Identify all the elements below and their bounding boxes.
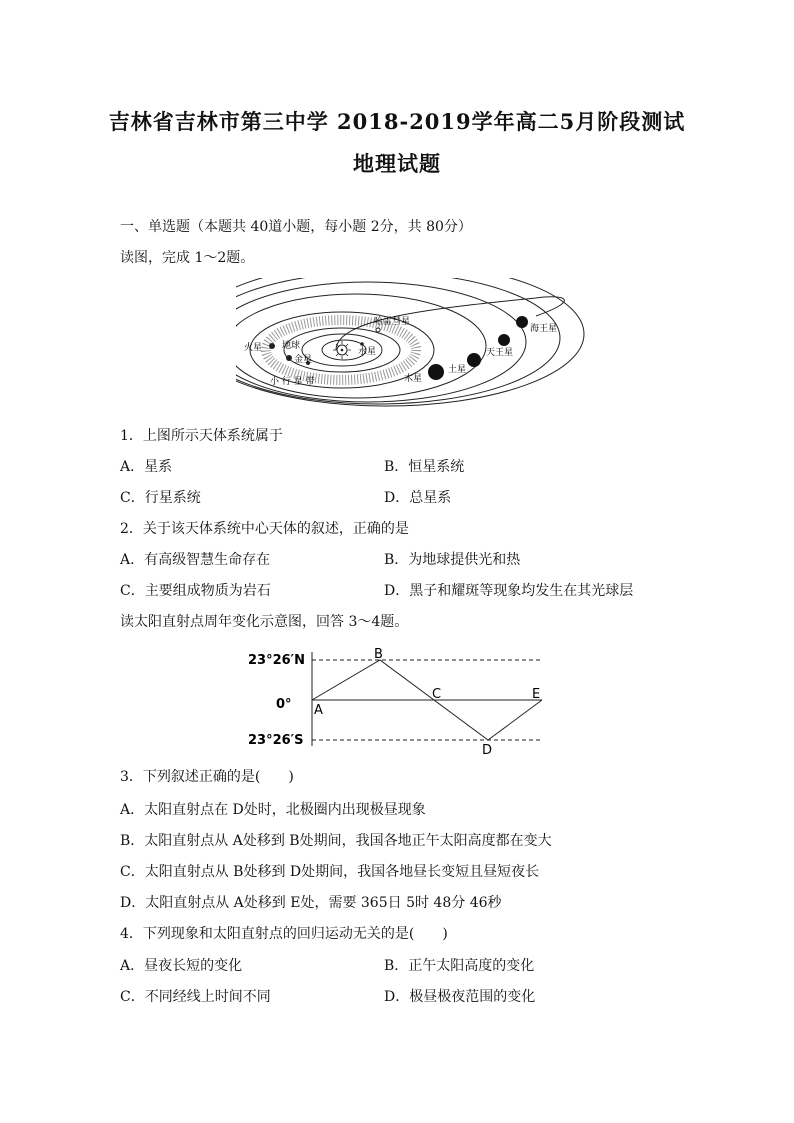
label-jupiter: 木星 (404, 374, 423, 384)
q4-option-d: D．极昼极夜范围的变化 (384, 989, 536, 1005)
q3-option-a: A．太阳直射点在 D处时，北极圈内出现极昼现象 (120, 802, 426, 818)
q1-option-c: C．行星系统 (120, 490, 201, 506)
label-venus: 金星 (294, 355, 313, 365)
q4-option-c: C．不同经线上时间不同 (120, 989, 271, 1005)
label-lat-north: 23°26′N (248, 653, 305, 668)
q2-option-b: B．为地球提供光和热 (384, 552, 521, 568)
saturn-icon (467, 353, 481, 367)
mercury-icon (360, 342, 364, 346)
exam-subtitle: 地理试题 (353, 151, 441, 176)
figure2-instruction: 读太阳直射点周年变化示意图，回答 3～4题。 (120, 614, 409, 630)
comet-icon (376, 328, 380, 332)
q3-option-b: B．太阳直射点从 A处移到 B处期间，我国各地正午太阳高度都在变大 (120, 833, 552, 849)
mars-icon (269, 343, 275, 349)
solar-system-figure (236, 278, 588, 418)
q1-option-b: B．恒星系统 (384, 459, 465, 475)
q1-option-d: D．总星系 (384, 490, 452, 506)
label-halley: 哈雷彗星 (374, 317, 411, 327)
subsolar-point-diagram (240, 642, 560, 760)
q4-option-b: B．正午太阳高度的变化 (384, 958, 535, 974)
label-lat-south: 23°26′S (248, 733, 304, 748)
point-e: E (532, 687, 541, 702)
q3-option-c: C．太阳直射点从 B处移到 D处期间，我国各地昼长变短且昼短夜长 (120, 864, 540, 880)
label-asteroid-belt: 小 行 星 带 (270, 377, 315, 387)
point-c: C (432, 687, 442, 702)
label-lat-equator: 0° (276, 697, 292, 712)
q4-option-a: A．昼夜长短的变化 (120, 958, 243, 974)
section-heading: 一、单选题（本题共 40道小题，每小题 2分，共 80分） (120, 219, 472, 235)
q2-option-c: C．主要组成物质为岩石 (120, 583, 271, 599)
point-b: B (374, 647, 383, 662)
point-d: D (482, 743, 493, 758)
figure1-instruction: 读图，完成 1～2题。 (120, 250, 255, 266)
neptune-icon (516, 316, 528, 328)
label-earth: 地球 (282, 341, 301, 351)
label-neptune: 海王星 (530, 324, 558, 334)
label-mercury: 水星 (358, 347, 377, 357)
q2-option-a: A．有高级智慧生命存在 (120, 552, 271, 568)
q3-option-d: D．太阳直射点从 A处移到 E处，需要 365日 5时 48分 46秒 (120, 895, 502, 911)
q2-stem: 2．关于该天体系统中心天体的叙述，正确的是 (120, 521, 409, 537)
uranus-icon (498, 334, 510, 346)
q4-stem: 4．下列现象和太阳直射点的回归运动无关的是( ) (120, 926, 448, 942)
label-uranus: 天王星 (486, 348, 514, 358)
point-a: A (314, 703, 323, 718)
sun-icon (333, 341, 351, 359)
exam-title: 吉林省吉林市第三中学 2018-2019学年高二5月阶段测试 (108, 109, 686, 134)
q1-option-a: A．星系 (120, 459, 173, 475)
q3-stem: 3．下列叙述正确的是( ) (120, 769, 294, 785)
label-mars: 火星 (244, 343, 263, 353)
earth-icon (286, 355, 292, 361)
q2-option-d: D．黑子和耀斑等现象均发生在其光球层 (384, 583, 634, 599)
jupiter-icon (428, 364, 444, 380)
label-saturn: 土星 (448, 365, 467, 375)
q1-stem: 1．上图所示天体系统属于 (120, 428, 283, 444)
